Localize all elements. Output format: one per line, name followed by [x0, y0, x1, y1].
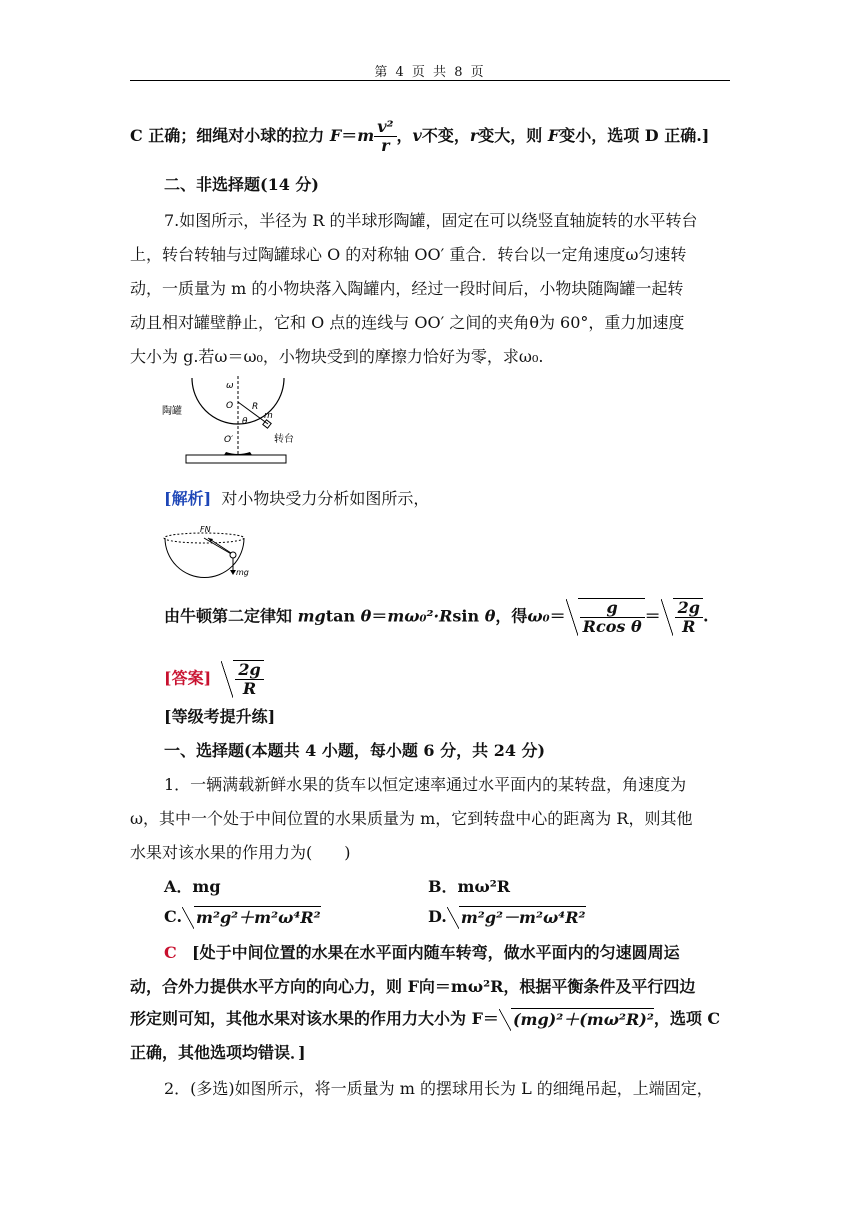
label-O: O — [226, 401, 234, 411]
header-rule — [130, 80, 730, 81]
answer-line: [答案] $\frac{2g}{R}$ — [164, 660, 730, 698]
q7-line1: 7.如图所示，半径为 R 的半球形陶罐，固定在可以绕竖直轴旋转的水平转台 — [164, 211, 698, 230]
jar-diagram — [160, 376, 310, 468]
level-heading: [等级考提升练] — [164, 707, 276, 726]
label-R: R — [252, 402, 259, 412]
option-A: A．mg — [164, 877, 221, 896]
q7-line3: 动，一质量为 m 的小物块落入陶罐内，经过一段时间后，小物块随陶罐一起转 — [130, 279, 684, 298]
section-nonchoice: 二、非选择题(14 分) — [164, 175, 319, 194]
force-diagram — [160, 520, 250, 580]
label-theta: θ — [242, 417, 248, 427]
answer-tag: [答案] — [164, 668, 212, 688]
fraction-v2-over-r: $\frac{\text{v²}}{r}$ — [374, 118, 396, 155]
table-label: 转台 — [274, 434, 294, 445]
q7-line2: 上，转台转轴与过陶罐球心 O 的对称轴 OO′ 重合．转台以一定角速度ω匀速转 — [130, 245, 687, 264]
sol1-line3: 形定则可知，其他水果对该水果的作用力大小为 F＝ (mg)²＋(mω²R)²，选项 C — [130, 1009, 721, 1029]
section-choice: 一、选择题(本题共 4 小题，每小题 6 分，共 24 分) — [164, 741, 546, 760]
mg-label: mg — [236, 568, 249, 577]
sol1-line4: 正确，其他选项均错误．] — [130, 1043, 306, 1062]
option-D: D. m²g²－m²ω⁴R² — [428, 907, 586, 927]
sol1-answer-letter: C — [164, 943, 177, 962]
q1-line1: 1．一辆满载新鲜水果的货车以恒定速率通过水平面内的某转盘，角速度为 — [164, 775, 687, 794]
option-B: B．mω²R — [428, 877, 510, 896]
jar-label: 陶罐 — [162, 406, 182, 417]
fn-label: FN — [200, 525, 211, 534]
q2-line1: 2．(多选)如图所示，将一质量为 m 的摆球用长为 L 的细绳吊起，上端固定， — [164, 1079, 713, 1098]
sol1-line2: 动，合外力提供水平方向的向心力，则 F向＝mω²R，根据平衡条件及平行四边 — [130, 977, 696, 996]
q1-line2: ω，其中一个处于中间位置的水果质量为 m，它到转盘中心的距离为 R，则其他 — [130, 809, 693, 828]
sol1-line1: C [处于中间位置的水果在水平面内随车转弯，做水平面内的匀速圆周运 — [164, 943, 680, 962]
q7-line5: 大小为 g.若ω＝ω₀，小物块受到的摩擦力恰好为零，求ω₀. — [130, 347, 544, 366]
q1-line3: 水果对该水果的作用力为( ) — [130, 843, 351, 862]
page-header: 第 4 页 共 8 页 — [374, 65, 486, 80]
option-C: C. m²g²＋m²ω⁴R² — [164, 907, 321, 927]
analysis-tag: [解析] — [164, 489, 212, 508]
label-m: m — [264, 411, 273, 421]
newton-equation: 由牛顿第二定律知 mgtan θ＝mω₀²·Rsin θ，得ω₀＝ $\frac{g}{\text{Rcos θ}}$ ＝ $\frac{2g}{R}$ . — [164, 598, 709, 636]
prev-solution-end: C 正确；细绳对小球的拉力 F＝m $\frac{\text{v²}}{r}$ ，v不变，r变大，则 F变小，选项 D 正确.] — [130, 117, 710, 155]
label-Oprime: O′ — [224, 435, 234, 445]
q7-line4: 动且相对罐壁静止，它和 O 点的连线与 OO′ 之间的夹角θ为 60°，重力加速度 — [130, 313, 685, 332]
omega-label: ω — [226, 381, 234, 391]
analysis-line: [解析] 对小物块受力分析如图所示， — [164, 489, 430, 508]
